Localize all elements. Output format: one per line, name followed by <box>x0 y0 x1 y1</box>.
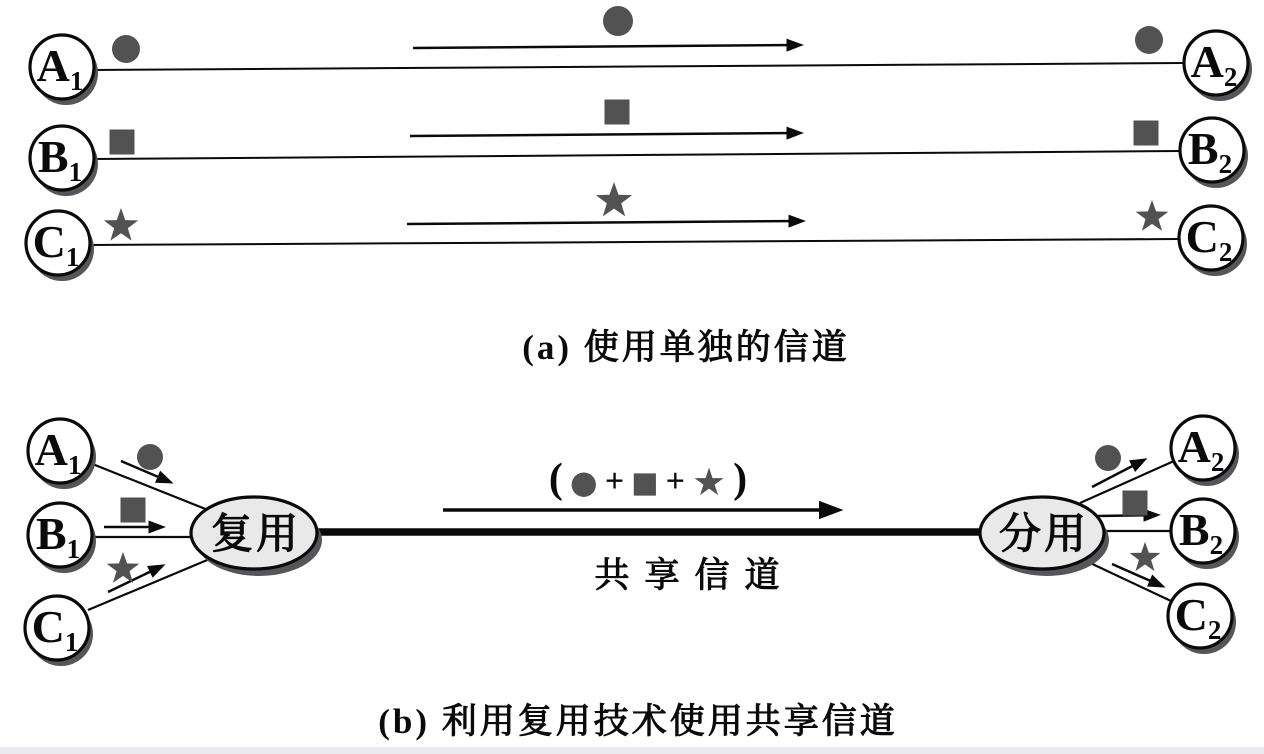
circle-symbol-icon <box>1095 445 1121 471</box>
node-letter: C <box>1174 589 1208 640</box>
part-a-separate-channels <box>26 6 1252 281</box>
payload-label <box>448 458 848 506</box>
multiplexer-label: 复用 <box>210 512 302 558</box>
link-a1-to-mux <box>90 463 208 510</box>
star-symbol-icon <box>1136 200 1169 231</box>
node-subscript: 2 <box>1209 530 1224 560</box>
node-subscript: 1 <box>68 157 83 187</box>
demultiplexer-node <box>980 497 1109 576</box>
node-subscript: 2 <box>1218 149 1233 179</box>
node-letter: B <box>37 131 69 182</box>
circle-symbol-icon: ● <box>569 463 598 501</box>
square-symbol-icon <box>121 498 146 523</box>
payload-open-paren: ( <box>548 456 563 502</box>
node-letter: A <box>34 424 68 475</box>
channel-line-b <box>94 151 1180 159</box>
node-subscript: 1 <box>67 450 82 480</box>
circle-symbol-icon <box>1135 26 1163 54</box>
star-symbol-icon <box>596 182 632 216</box>
node-letter: B <box>1187 123 1219 174</box>
demultiplexer-label: 分用 <box>998 512 1090 558</box>
caption-part-a: (a) 使用单独的信道 <box>522 328 850 367</box>
payload-close-paren: ) <box>733 456 748 502</box>
link-demux-to-c2 <box>1086 561 1171 601</box>
square-symbol-icon <box>1123 491 1148 516</box>
part-b-node-b1 <box>28 503 96 573</box>
node-subscript: 1 <box>64 627 79 657</box>
part-b-shared-channel <box>25 416 1239 666</box>
payload-plus: + <box>665 463 685 500</box>
node-letter: B <box>35 508 67 559</box>
star-symbol-icon <box>1130 542 1161 571</box>
node-letter: A <box>1177 421 1211 472</box>
part-b-node-c1 <box>25 596 93 666</box>
channel-line-a <box>94 63 1184 70</box>
node-subscript: 2 <box>1218 237 1233 267</box>
caption-part-b: (b) 利用复用技术使用共享信道 <box>378 702 898 741</box>
part-b-node-a2 <box>1171 416 1239 486</box>
star-symbol-icon: ★ <box>692 460 727 504</box>
link-c1-to-mux <box>88 558 212 610</box>
square-symbol-icon <box>1134 121 1159 146</box>
square-symbol-icon <box>110 130 135 155</box>
circle-symbol-icon <box>137 444 163 470</box>
part-a-node-a2 <box>1184 31 1252 101</box>
node-subscript: 1 <box>66 534 81 564</box>
circle-symbol-icon <box>603 6 633 36</box>
part-b-node-b2 <box>1171 499 1239 569</box>
circle-symbol-icon <box>112 35 140 63</box>
part-a-node-c1 <box>26 211 94 281</box>
part-a-node-b2 <box>1180 118 1248 188</box>
scan-edge-bar <box>0 747 1264 754</box>
part-a-node-c2 <box>1179 206 1247 276</box>
node-letter: B <box>1178 504 1210 555</box>
multiplexer-node <box>191 497 322 576</box>
payload-plus: + <box>604 463 625 500</box>
channel-line-c <box>90 239 1178 245</box>
node-subscript: 2 <box>1207 615 1222 645</box>
node-letter: A <box>1190 36 1224 87</box>
part-b-node-a1 <box>28 419 96 489</box>
square-symbol-icon: ■ <box>631 464 659 499</box>
shared-channel-label: 共享信道 <box>594 556 795 595</box>
node-subscript: 2 <box>1223 62 1238 92</box>
node-letter: C <box>31 601 65 652</box>
transmission-arrow-b <box>410 133 800 136</box>
part-b-node-c2 <box>1168 584 1236 654</box>
part-a-node-a1 <box>30 35 98 105</box>
square-symbol-icon <box>605 100 630 125</box>
star-symbol-icon <box>104 208 138 241</box>
node-letter: A <box>36 40 70 91</box>
node-letter: C <box>1185 211 1219 262</box>
transmission-arrow-c <box>407 221 802 224</box>
node-letter: C <box>32 216 66 267</box>
node-subscript: 1 <box>65 242 80 272</box>
node-subscript: 1 <box>69 66 84 96</box>
part-a-node-b1 <box>30 126 98 196</box>
transmission-arrow-a <box>413 45 800 48</box>
node-subscript: 2 <box>1210 447 1225 477</box>
